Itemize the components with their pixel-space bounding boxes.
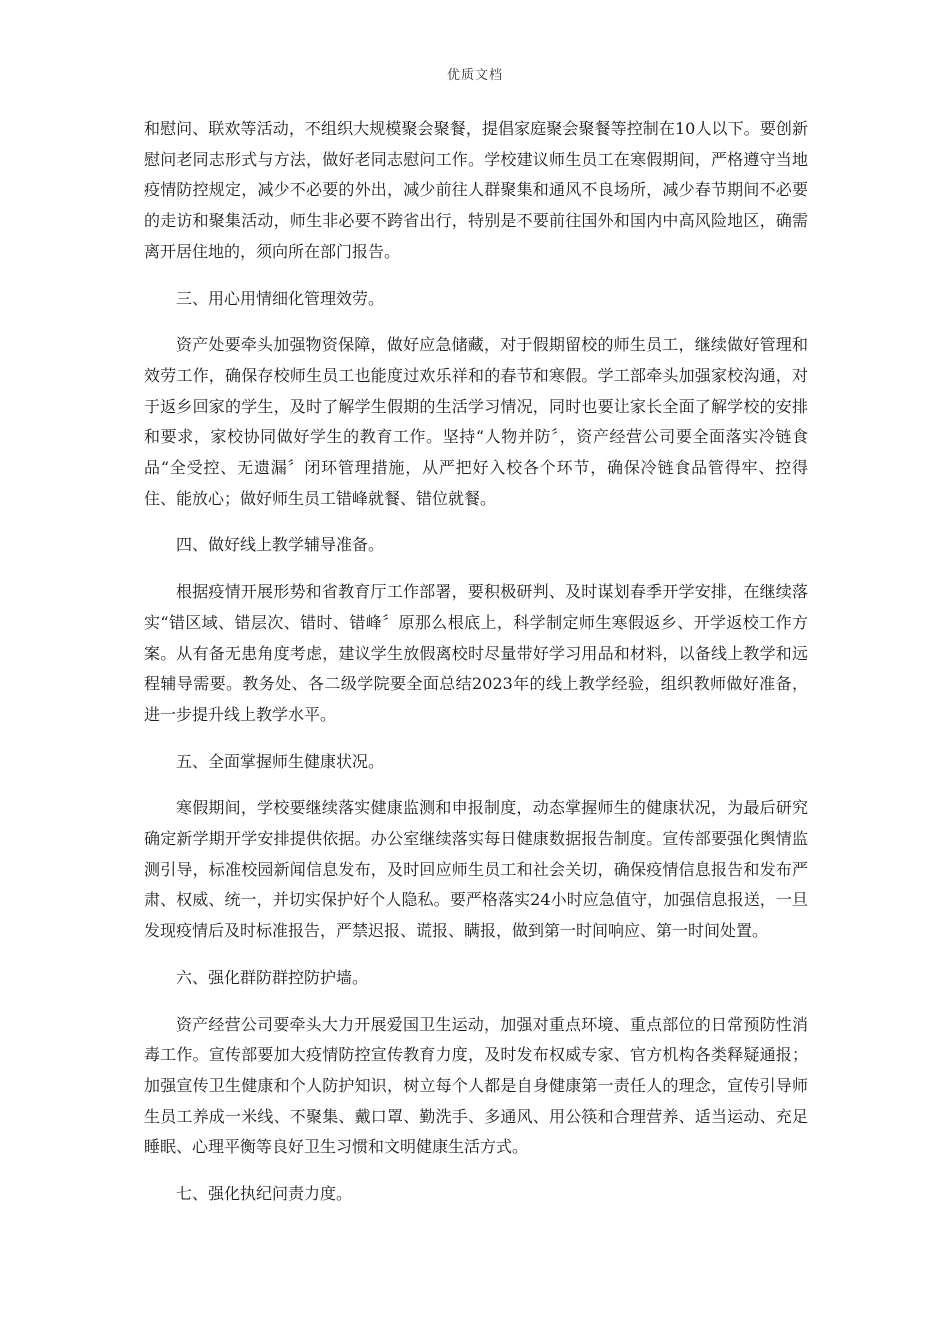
section-heading: 三、用心用情细化管理效劳。 bbox=[176, 288, 385, 308]
paragraph: 资产处要牵头加强物资保障，做好应急储藏，对于假期留校的师生员工，继续做好管理和效劳工作，确保存校师生员工也能度过欢乐祥和的春节和寒假。学工部牵头加强家校沟通，对于返乡回家的学生，及时了解学生假期的生活学习情况，同时也要让家长全面了解学校的安排和要求，家校协同做好学生的教育工作。坚持“人物并防〞，资产经营公司要全面落实冷链食品“全受控、无遗漏〞闭环管理措施，从严把好入校各个环节，确保冷链食品管得牢、控得住、能放心；做好师生员工错峰就餐、错位就餐。 bbox=[144, 335, 808, 508]
paragraph: 和慰问、联欢等活动，不组织大规模聚会聚餐，提倡家庭聚会聚餐等控制在10人以下。要创新慰问老同志形式与方法，做好老同志慰问工作。学校建议师生员工在寒假期间，严格遵守当地疫情防控规定，减少不必要的外出，减少前往人群聚集和通风不良场所，减少春节期间不必要的走访和聚集活动，师生非必要不跨省出行，特别是不要前往国外和国内中高风险地区，确需离开居住地的，须向所在部门报告。 bbox=[144, 119, 808, 261]
paragraph: 寒假期间，学校要继续落实健康监测和申报制度，动态掌握师生的健康状况，为最后研究确定新学期开学安排提供依据。办公室继续落实每日健康数据报告制度。宣传部要强化舆情监测引导，标准校园新闻信息发布，及时回应师生员工和社会关切，确保疫情信息报告和发布严肃、权威、统一，并切实保护好个人隐私。要严格落实24小时应急值守，加强信息报送，一旦发现疫情后及时标准报告，严禁迟报、谎报、瞒报，做到第一时间响应、第一时间处置。 bbox=[144, 798, 808, 941]
section-heading: 四、做好线上教学辅导准备。 bbox=[176, 535, 385, 555]
section-heading: 七、强化执纪问责力度。 bbox=[176, 1184, 353, 1204]
section-heading: 六、强化群防群控防护墙。 bbox=[176, 967, 369, 987]
page-header: 优质文档 bbox=[446, 68, 503, 83]
paragraph: 根据疫情开展形势和省教育厅工作部署，要积极研判、及时谋划春季开学安排，在继续落实“错区域、错层次、错时、错峰〞原那么根底上，科学制定师生寒假返乡、开学返校工作方案。从有备无患角度考虑，建议学生放假离校时尽量带好学习用品和材料，以备线上教学和远程辅导需要。教务处、各二级学院要全面总结2023年的线上教学经验，组织教师做好准备，进一步提升线上教学水平。 bbox=[144, 582, 808, 724]
document-body bbox=[144, 114, 808, 1226]
section-heading: 五、全面掌握师生健康状况。 bbox=[176, 751, 385, 771]
paragraph: 资产经营公司要牵头大力开展爱国卫生运动，加强对重点环境、重点部位的日常预防性消毒工作。宣传部要加大疫情防控宣传教育力度，及时发布权威专家、官方机构各类释疑通报；加强宣传卫生健康和个人防护知识，树立每个人都是自身健康第一责任人的理念，宣传引导师生员工养成一米线、不聚集、戴口罩、勤洗手、多通风、用公筷和合理营养、适当运动、充足睡眠、心理平衡等良好卫生习惯和文明健康生活方式。 bbox=[144, 1014, 808, 1157]
